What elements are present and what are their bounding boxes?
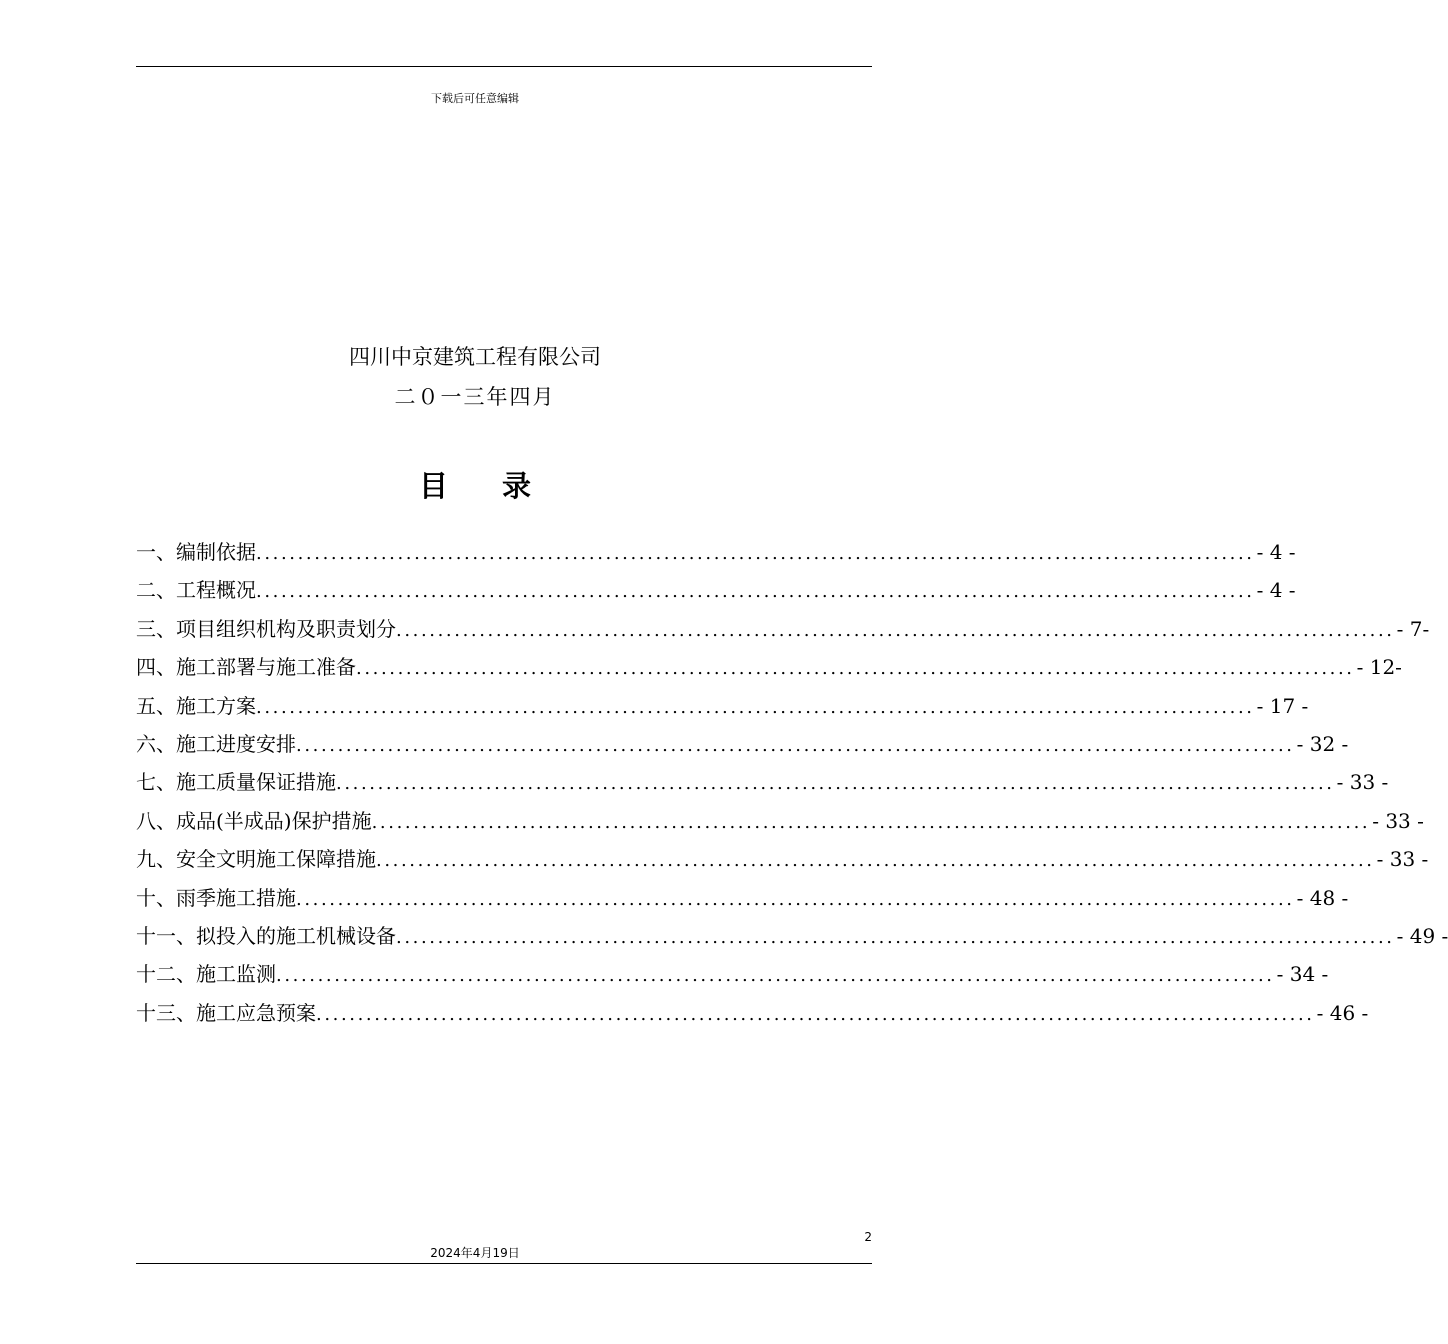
- table-of-contents: [136, 536, 1448, 1035]
- toc-entry-label: 十、雨季施工措施: [136, 885, 296, 910]
- toc-entry-label: 十三、施工应急预案: [136, 1000, 316, 1025]
- toc-entry-label: 八、成品(半成品)保护措施: [136, 808, 372, 833]
- toc-entry[interactable]: [136, 882, 1349, 920]
- toc-leader-dots: ........................................................................................................................: [356, 658, 1355, 680]
- toc-entry-label: 九、安全文明施工保障措施: [136, 847, 376, 872]
- toc-entry-label: 六、施工进度安排: [136, 731, 296, 756]
- toc-leader-dots: ........................................................................................................................: [296, 734, 1295, 756]
- toc-entry-label: 十二、施工监测: [136, 962, 276, 987]
- toc-entry-page: - 33 -: [1336, 770, 1389, 795]
- toc-leader-dots: ........................................................................................................................: [376, 850, 1375, 872]
- toc-entry-page: - 7-: [1396, 616, 1430, 641]
- toc-entry-page: - 48 -: [1296, 885, 1349, 910]
- toc-entry[interactable]: [136, 536, 1296, 574]
- toc-entry[interactable]: [136, 613, 1430, 651]
- footer-rule: [136, 1263, 872, 1264]
- toc-leader-dots: ........................................................................................................................: [396, 619, 1395, 641]
- toc-leader-dots: ........................................................................................................................: [276, 965, 1275, 987]
- toc-entry[interactable]: [136, 920, 1448, 958]
- toc-entry-label: 十一、拟投入的施工机械设备: [136, 923, 396, 948]
- toc-entry-label: 三、项目组织机构及职责划分: [136, 616, 396, 641]
- toc-entry-page: - 46 -: [1316, 1000, 1369, 1025]
- toc-entry-page: - 49 -: [1396, 923, 1448, 948]
- toc-entry-page: - 4 -: [1256, 578, 1296, 603]
- toc-entry-label: 一、编制依据: [136, 540, 256, 564]
- toc-leader-dots: ........................................................................................................................: [336, 773, 1335, 795]
- toc-title: 目录: [418, 469, 585, 503]
- header-rule: [136, 66, 872, 67]
- toc-entry-page: - 12-: [1356, 655, 1402, 680]
- toc-entry-page: - 17 -: [1256, 693, 1309, 718]
- toc-entry-label: 二、工程概况: [136, 578, 256, 603]
- toc-leader-dots: ........................................................................................................................: [371, 811, 1371, 833]
- toc-entry-page: - 34 -: [1276, 962, 1329, 987]
- toc-leader-dots: ........................................................................................................................: [396, 926, 1395, 948]
- toc-entry[interactable]: [136, 728, 1349, 766]
- toc-entry-page: - 33 -: [1376, 847, 1429, 872]
- toc-entry-page: - 32 -: [1296, 731, 1349, 756]
- toc-entry-page: - 4 -: [1256, 540, 1296, 564]
- page-number: 2: [864, 1230, 872, 1244]
- toc-entry[interactable]: [136, 574, 1296, 612]
- toc-entry[interactable]: [136, 805, 1424, 843]
- toc-entry-label: 五、施工方案: [136, 693, 256, 718]
- toc-entry[interactable]: [136, 843, 1429, 881]
- toc-entry[interactable]: [136, 958, 1329, 996]
- toc-entry-label: 四、施工部署与施工准备: [136, 655, 356, 680]
- toc-entry[interactable]: [136, 997, 1369, 1035]
- company-name: 四川中京建筑工程有限公司: [349, 345, 601, 369]
- toc-leader-dots: ........................................................................................................................: [316, 1003, 1315, 1025]
- toc-leader-dots: ........................................................................................................................: [256, 543, 1255, 564]
- toc-leader-dots: ........................................................................................................................: [256, 696, 1255, 718]
- toc-entry[interactable]: [136, 651, 1402, 689]
- cover-date: 二０一三年四月: [394, 385, 556, 409]
- toc-entry-label: 七、施工质量保证措施: [136, 770, 336, 795]
- toc-leader-dots: ........................................................................................................................: [256, 581, 1255, 603]
- toc-entry[interactable]: [136, 766, 1389, 804]
- toc-leader-dots: ........................................................................................................................: [296, 888, 1295, 910]
- toc-entry[interactable]: [136, 690, 1309, 728]
- header-note: 下载后可任意编辑: [431, 92, 519, 105]
- toc-entry-page: - 33 -: [1372, 808, 1424, 833]
- footer-date: 2024年4月19日: [430, 1246, 520, 1260]
